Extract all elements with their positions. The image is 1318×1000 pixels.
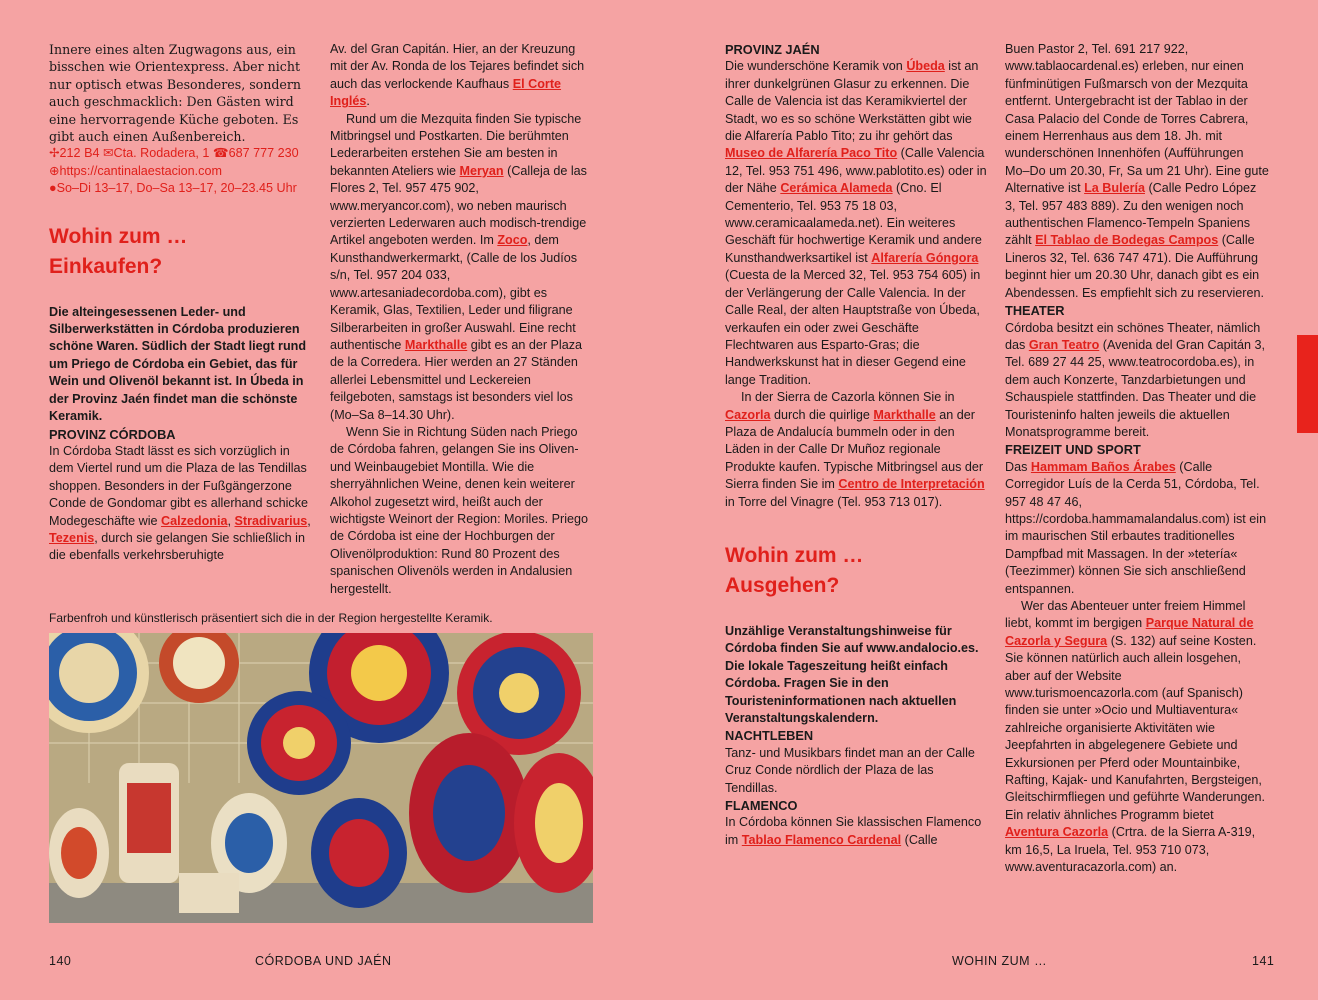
link-zoco[interactable]: Zoco bbox=[497, 233, 528, 248]
link-gran-teatro[interactable]: Gran Teatro bbox=[1028, 337, 1100, 352]
running-title-right: WOHIN ZUM … bbox=[952, 954, 1048, 968]
link-markthalle-cordoba[interactable]: Markthalle bbox=[404, 337, 468, 352]
chapter-tab-marker bbox=[1297, 335, 1318, 433]
link-el-corte-ingles[interactable]: El Corte Inglés bbox=[330, 76, 562, 109]
link-ceramica-alameda[interactable]: Cerámica Alameda bbox=[780, 181, 893, 196]
subheading-flamenco: FLAMENCO bbox=[725, 798, 798, 814]
intro-paragraph: Innere eines alten Zugwagons aus, ein bisschen wie Orientexpress. Aber nicht nur optisch etwas Besonderes, sondern auch geschmacklich: Den Gästen wird eine hervorragende Küche geboten. Es gibt auch einen Außenbereich. bbox=[49, 42, 301, 145]
ceramics-photo bbox=[49, 633, 593, 923]
subheading-provinz-cordoba: PROVINZ CÓRDOBA bbox=[49, 426, 176, 442]
paragraph-parque-natural: Wer das Abenteuer unter freiem Himmel liebt, kommt im bergigen Parque Natural de Cazorla y Segura (S. 132) auf seine Kosten. Sie können natürlich auch allein losgehen, aber auf der Website www.turismoencazorla.com (auf Spanisch) finden sie unter »Ocio und Multiaventura« zahlreiche organisierte Aktivitäten wie Jeepfahrten in abgelegenere Gebiete und Exkursionen per Pferd oder Mountainbike, Rafting, Kajak- und Kanufahrten, Bergsteigen, Gleitschirmfliegen und geführte Wanderungen. Ein relativ ähnliches Programm bietet Aventura Cazorla (Crtra. de la Sierra A-319, km 16,5, La Iruela, Tel. 953 710 073, www.aventuracazorla.com) an. bbox=[1005, 599, 1265, 875]
ceramics-illustration bbox=[49, 633, 593, 923]
middle-column bbox=[330, 41, 594, 598]
subheading-provinz-jaen: PROVINZ JAÉN bbox=[725, 42, 820, 57]
subheading-nachtleben: NACHTLEBEN bbox=[725, 728, 814, 744]
lead-ausgehen: Unzählige Veranstaltungshinweise für Córdoba finden Sie auf www.andalocio.es. Die lokale Tageszeitung heißt einfach Córdoba. Fragen Sie in den Touristeninformationen nach aktuellen Veranstaltungskalendern. bbox=[725, 623, 979, 725]
link-calzedonia[interactable]: Calzedonia bbox=[161, 513, 228, 528]
section-heading-einkaufen: Wohin zum … Einkaufen? bbox=[49, 224, 188, 278]
subheading-freizeit-sport: FREIZEIT UND SPORT bbox=[1005, 442, 1141, 458]
paragraph-ubeda: Die wunderschöne Keramik von Úbeda ist an ihrer dunkelgrünen Glasur zu erkennen. Die Calle de Valencia ist das Keramikviertel der Stadt, wo es so schöne Werkstätten gibt wie die Alfarería Pablo Tito; zu ihr gehört das Museo de Alfarería Paco Tito (Calle Valencia 12, Tel. 953 751 496, www.pablotito.es) oder in der Nähe Cerámica Alameda (Cno. El Cementerio, Tel. 953 75 18 03, www.ceramicaalameda.net). Ein weiteres Geschäft für hochwertige Keramik und andere Kunsthandwerksartikel ist Alfarería Góngora (Cuesta de la Merced 32, Tel. 953 754 605) in der Verlängerung der Calle Valencia. In der Calle Real, der alten Hauptstraße von Úbeda, verkaufen ein oder zwei Geschäfte Flechtwaren aus Esparto-Gras; die Handwerkskunst hat in dieser Gegend eine lange Tradition. bbox=[725, 59, 987, 387]
left-column bbox=[49, 41, 313, 565]
subheading-theater: THEATER bbox=[1005, 303, 1065, 319]
paragraph-mezquita: Rund um die Mezquita finden Sie typische Mitbringsel und Postkarten. Die berühmten Lederarbeiten erstehen Sie am besten in bekannten Ateliers wie Meryan (Calleja de las Flores 2, Tel. 957 475 902, www.meryancor.com), wo neben maurisch verzierten Lederwaren auch modisch-trendige Artikel angeboten werden. Im Zoco, dem Kunsthandwerkermarkt, (Calle de los Judíos s/n, Tel. 957 204 033, www.artesaniadecordoba.com), gibt es Keramik, Glas, Textilien, Leder und filigrane Silberarbeiten in großer Auswahl. Eine recht authentische Markthalle gibt es an der Plaza de la Corredera. Hier werden an 27 Ständen allerlei Lebensmittel und Leckereien feilgeboten, samstags ist besonders viel los (Mo–Sa 8–14.30 Uhr). bbox=[330, 111, 587, 422]
paragraph-priego: Wenn Sie in Richtung Süden nach Priego de Córdoba fahren, gelangen Sie ins Oliven- und Weinbaugebiet Montilla. Wie die sherryähnlichen Weine, denen kein weiterer Alkohol zugesetzt wird, heißt auch der wichtigste Weinort der Region: Moriles. Priego de Córdoba ist eine der Hochburgen der Olivenölproduktion: Rund 80 Prozent des spanischen Olivenöls werden in Andalusien hergestellt. bbox=[330, 424, 589, 596]
link-tablao-cardenal[interactable]: Tablao Flamenco Cardenal bbox=[741, 832, 902, 847]
right-column-1 bbox=[725, 41, 989, 849]
link-tezenis[interactable]: Tezenis bbox=[49, 530, 95, 545]
paragraph-theater: Córdoba besitzt ein schönes Theater, nämlich das Gran Teatro (Avenida del Gran Capitán 3, Tel. 689 27 44 25, www.teatrocordoba.es), in dem auch Konzerte, Tanzdarbietungen und Schauspiele stattfinden. Das Theater und die Touristeninfo halten jeweils die aktuellen Monatsprogramme bereit. bbox=[1005, 320, 1265, 439]
link-alfareria-gongora[interactable]: Alfarería Góngora bbox=[871, 250, 979, 265]
paragraph-flamenco: In Córdoba können Sie klassischen Flamenco im Tablao Flamenco Cardenal (Calle bbox=[725, 815, 982, 847]
link-hammam[interactable]: Hammam Baños Árabes bbox=[1030, 459, 1176, 474]
link-tablao-bodegas-campos[interactable]: El Tablao de Bodegas Campos bbox=[1035, 233, 1219, 248]
paragraph-tablao-continued: Buen Pastor 2, Tel. 691 217 922, www.tablaocardenal.es) erleben, nur einen fünfminütigen Fußmarsch von der Mezquita entfernt. Untergebracht ist der Tablao in der Casa Palacio del Conde de Torres Cabrera, einem Herrenhaus aus dem 18. Jh. mit wunderschönen Innenhöfen (Aufführungen Mo–Do um 20.30, Fr, Sa um 21 Uhr). Eine gute Alternative ist La Bulería (Calle Pedro López 3, Tel. 957 483 889). Zu den wenigen noch authentischen Flamenco-Tempeln Spaniens zählt El Tablao de Bodegas Campos (Calle Lineros 32, Tel. 636 747 471). Die Aufführung beginnt hier um 20.30 Uhr, danach gibt es ein Abendessen. Es empfiehlt sich zu reservieren. bbox=[1005, 42, 1269, 300]
paragraph-hammam: Das Hammam Baños Árabes (Calle Corregidor Luís de la Cerda 51, Córdoba, Tel. 957 48 47 46, https://cordoba.hammamalandalus.com) ist ein im maurischen Stil erbautes traditionelles Dampfbad mit Massagen. In der »tetería« (Teezimmer) können Sie sich anschließend entspannen. bbox=[1005, 459, 1267, 596]
link-stradivarius[interactable]: Stradivarius bbox=[234, 513, 308, 528]
page-number-left: 140 bbox=[49, 954, 72, 968]
info-website[interactable]: ⊕https://cantinalaestacion.com bbox=[49, 163, 222, 178]
link-la-buleria[interactable]: La Bulería bbox=[1084, 181, 1145, 196]
link-aventura-cazorla[interactable]: Aventura Cazorla bbox=[1005, 825, 1109, 840]
link-meryan[interactable]: Meryan bbox=[459, 163, 504, 178]
link-museo-alfareria[interactable]: Museo de Alfarería Paco Tito bbox=[725, 146, 898, 161]
link-cazorla[interactable]: Cazorla bbox=[725, 407, 771, 422]
page-number-right: 141 bbox=[1252, 954, 1275, 968]
info-hours: ●So–Di 13–17, Do–Sa 13–17, 20–23.45 Uhr bbox=[49, 181, 297, 196]
paragraph-cordoba-shopping: In Córdoba Stadt lässt es sich vorzüglich in dem Viertel rund um die Plaza de las Tendillas shoppen. Besonders in der Fußgängerzone Conde de Gondomar gibt es allerhand schicke Modegeschäfte wie Calzedonia, Stradivarius, Tezenis, durch sie gelangen Sie schließlich in die ebenfalls verkehrsberuhigte bbox=[49, 443, 311, 563]
link-markthalle-cazorla[interactable]: Markthalle bbox=[873, 407, 936, 422]
link-ubeda[interactable]: Úbeda bbox=[906, 59, 945, 74]
paragraph-cazorla: In der Sierra de Cazorla können Sie in Cazorla durch die quirlige Markthalle an der Plaza de Andalucía bummeln oder in den Läden in der Calle Dr Muñoz regionale Produkte kaufen. Typische Mitbringsel aus der Sierra finden Sie im Centro de Interpretación in Torre del Vinagre (Tel. 953 713 017). bbox=[725, 390, 985, 509]
section-heading-ausgehen: Wohin zum … Ausgehen? bbox=[725, 543, 864, 597]
link-centro-interpretacion[interactable]: Centro de Interpretación bbox=[838, 477, 985, 492]
right-column-2 bbox=[1005, 41, 1269, 877]
photo-caption: Farbenfroh und künstlerisch präsentiert sich die in der Region hergestellte Keramik. bbox=[49, 611, 493, 625]
paragraph-nachtleben: Tanz- und Musikbars findet man an der Calle Cruz Conde nördlich der Plaza de las Tendillas. bbox=[725, 745, 975, 795]
info-address: ✢212 B4 ✉Cta. Rodadera, 1 ☎687 777 230 bbox=[49, 146, 299, 161]
link-parque-natural[interactable]: Parque Natural de Cazorla y Segura bbox=[1005, 616, 1254, 648]
paragraph-gran-capitan: Av. del Gran Capitán. Hier, an der Kreuzung mit der Av. Ronda de los Tejares befindet sich auch das verlockende Kaufhaus El Corte Inglés. bbox=[330, 42, 585, 109]
running-title-left: CÓRDOBA UND JAÉN bbox=[255, 954, 392, 968]
lead-paragraph: Die alteingesessenen Leder- und Silberwerkstätten in Córdoba produzieren schöne Waren. Südlich der Stadt liegt rund um Priego de Córdoba ein Gebiet, das für Wein und Olivenöl bekannt ist. In Úbeda in der Provinz Jaén findet man die schönste Keramik. bbox=[49, 304, 307, 424]
